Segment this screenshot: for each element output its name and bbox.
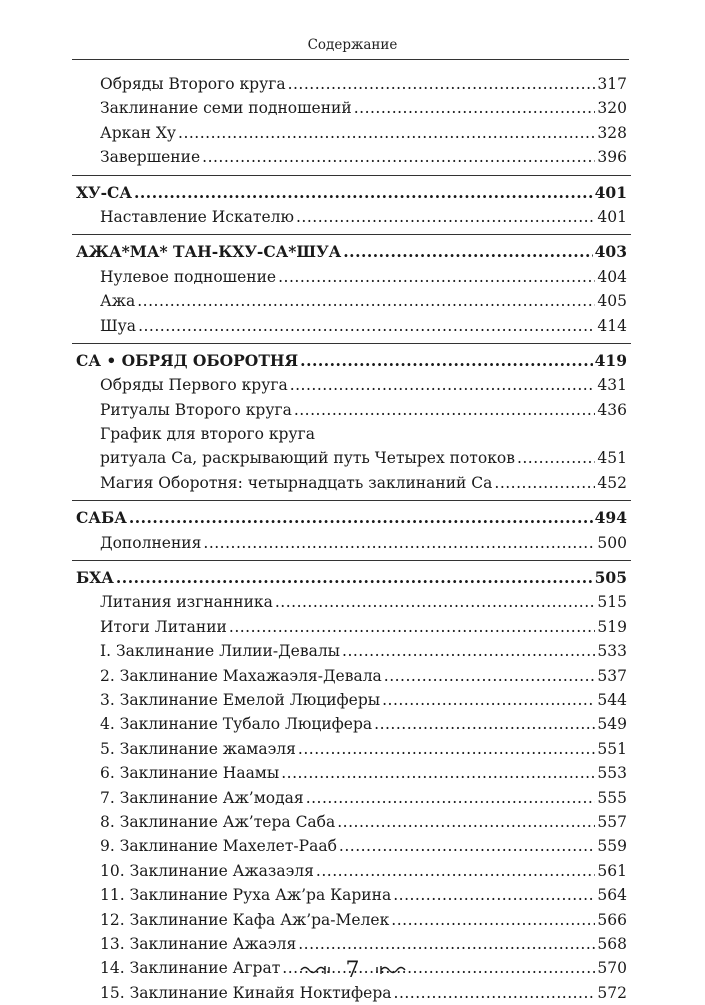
entry-title: 9. Заклинание Махелет-Рааб <box>100 837 337 856</box>
toc-entry[interactable] <box>76 398 627 422</box>
toc-entry[interactable] <box>76 446 627 470</box>
dot-leader <box>494 471 595 495</box>
entry-page: 537 <box>597 666 627 685</box>
dot-leader <box>339 834 595 858</box>
section-page: 403 <box>594 242 627 262</box>
entry-title: 10. Заклинание Ажазаэля <box>100 861 314 880</box>
entry-page: 557 <box>597 812 627 831</box>
entry-title: 4. Заклинание Тубало Люцифера <box>100 715 373 734</box>
entry-page: 555 <box>597 788 627 807</box>
entry-page: 549 <box>597 715 627 734</box>
toc-entry[interactable] <box>76 145 627 169</box>
entry-title: Шуа <box>100 316 137 335</box>
toc-entry[interactable] <box>76 531 627 555</box>
entry-page: 500 <box>597 533 627 552</box>
page-number: 7 <box>345 957 360 983</box>
entry-page: 401 <box>597 207 627 226</box>
entry-page: 317 <box>597 75 627 93</box>
entry-title: Обряды Второго круга <box>100 75 286 93</box>
entry-title: Наставление Искателю <box>100 207 294 226</box>
toc-entry-continued <box>76 422 627 446</box>
toc-entry[interactable] <box>76 810 627 834</box>
entry-page: 544 <box>597 690 627 709</box>
dot-leader <box>393 883 595 907</box>
toc-entry[interactable] <box>76 664 627 688</box>
toc-entry[interactable] <box>76 712 627 736</box>
section-divider <box>72 560 631 561</box>
entry-title: 7. Заклинание Аж’модая <box>100 788 304 807</box>
toc-entry[interactable] <box>76 761 627 785</box>
entry-page: 414 <box>597 316 627 335</box>
section-title: ХУ-СА <box>76 182 132 202</box>
entry-page: 559 <box>597 837 627 856</box>
section-page: 505 <box>594 568 627 588</box>
entry-title: 3. Заклинание Емелой Люциферы <box>100 690 381 709</box>
toc-entry[interactable] <box>76 96 627 120</box>
entry-title: 2. Заклинание Махажаэля-Девала <box>100 666 382 685</box>
dot-leader <box>288 72 596 96</box>
section-page: 419 <box>594 350 627 370</box>
dot-leader <box>391 908 595 932</box>
dot-leader <box>354 96 596 120</box>
entry-page: 328 <box>597 123 627 142</box>
toc-entry[interactable] <box>76 834 627 858</box>
entry-title: 14. Заклинание Аграт <box>100 959 281 978</box>
entry-page: 431 <box>597 376 627 395</box>
dot-leader <box>278 265 595 289</box>
entry-page: 572 <box>597 983 627 1002</box>
entry-page: 568 <box>597 934 627 953</box>
toc-entry[interactable] <box>76 72 627 96</box>
toc-entry[interactable] <box>76 471 627 495</box>
entry-page: 561 <box>597 861 627 880</box>
toc-entry[interactable] <box>76 590 627 614</box>
entry-page: 320 <box>597 99 627 118</box>
entry-title: I. Заклинание Лилии-Девалы <box>100 642 341 661</box>
entry-title: Дополнения <box>100 533 202 552</box>
toc-entry[interactable] <box>76 737 627 761</box>
entry-title: ритуала Са, раскрывающий путь Четырех потоков <box>100 449 515 468</box>
entry-title: График для второго круга <box>100 425 315 444</box>
toc-entry[interactable] <box>76 373 627 397</box>
section-divider <box>72 500 631 501</box>
dot-leader <box>296 205 595 229</box>
entry-page: 405 <box>597 292 627 311</box>
dot-leader <box>229 615 596 639</box>
toc-entry[interactable] <box>76 688 627 712</box>
entry-page: 553 <box>597 764 627 783</box>
entry-title: 12. Заклинание Кафа Аж’ра-Мелек <box>100 910 390 929</box>
toc-entry[interactable] <box>76 981 627 1005</box>
section-title: САБА <box>76 508 127 528</box>
entry-page: 452 <box>597 473 627 492</box>
toc-entry[interactable] <box>76 883 627 907</box>
toc-entry[interactable] <box>76 205 627 229</box>
right-ornament-icon <box>373 958 407 983</box>
header-rule <box>72 59 629 60</box>
entry-title: Итоги Литании <box>100 617 227 636</box>
toc-entry[interactable] <box>76 265 627 289</box>
dot-leader <box>384 664 596 688</box>
entry-page: 396 <box>597 148 627 167</box>
entry-page: 404 <box>597 267 627 286</box>
toc-entry[interactable] <box>76 908 627 932</box>
entry-title: Магия Оборотня: четырнадцать заклинаний Са <box>100 473 493 492</box>
section-divider <box>72 234 631 235</box>
dot-leader <box>382 688 595 712</box>
dot-leader <box>202 145 595 169</box>
toc-entry[interactable] <box>76 859 627 883</box>
entry-title: Ритуалы Второго круга <box>100 400 292 419</box>
entry-title: Нулевое подношение <box>100 267 277 286</box>
dot-leader <box>374 712 595 736</box>
dot-leader <box>138 314 595 338</box>
dot-leader <box>342 639 595 663</box>
entry-title: Ажа <box>100 292 136 311</box>
section-title: СА • ОБРЯД ОБОРОТНЯ <box>76 350 299 370</box>
entry-title: 6. Заклинание Наамы <box>100 764 280 783</box>
running-head: Содержание <box>307 37 398 53</box>
dot-leader <box>337 810 595 834</box>
entry-title: Заклинание семи подношений <box>100 99 352 118</box>
entry-page: 570 <box>597 959 627 978</box>
toc-entry[interactable] <box>76 314 627 338</box>
entry-page: 515 <box>597 593 627 612</box>
entry-title: 11. Заклинание Руха Аж’ра Карина <box>100 886 392 905</box>
toc-section-heading[interactable] <box>76 240 627 264</box>
section-title: БХА <box>76 568 114 588</box>
dot-leader <box>116 566 593 590</box>
entry-page: 566 <box>597 910 627 929</box>
entry-page: 533 <box>597 642 627 661</box>
entry-page: 519 <box>597 617 627 636</box>
dot-leader <box>178 121 595 145</box>
entry-title: 13. Заклинание Ажаэля <box>100 934 297 953</box>
dot-leader <box>298 737 595 761</box>
dot-leader <box>294 398 596 422</box>
dot-leader <box>290 373 596 397</box>
toc-section-heading[interactable] <box>76 349 627 373</box>
toc-entry[interactable] <box>76 121 627 145</box>
dot-leader <box>306 786 596 810</box>
dot-leader <box>203 531 595 555</box>
dot-leader <box>300 349 592 373</box>
dot-leader <box>316 859 595 883</box>
toc-entry[interactable] <box>76 615 627 639</box>
entry-title: Завершение <box>100 148 201 167</box>
dot-leader <box>343 240 592 264</box>
dot-leader <box>137 289 595 313</box>
left-ornament-icon <box>299 958 333 983</box>
toc-section-heading[interactable] <box>76 181 627 205</box>
toc-entry[interactable] <box>76 639 627 663</box>
section-page: 401 <box>594 182 627 202</box>
entry-title: 8. Заклинание Аж’тера Саба <box>100 812 336 831</box>
toc-section-heading[interactable] <box>76 566 627 590</box>
entry-title: Аркан Ху <box>100 123 177 142</box>
section-divider <box>72 175 631 176</box>
dot-leader <box>129 506 593 530</box>
toc-entry[interactable] <box>76 289 627 313</box>
dot-leader <box>281 761 595 785</box>
dot-leader <box>394 981 596 1005</box>
entry-title: Обряды Первого круга <box>100 376 288 395</box>
dot-leader <box>517 446 595 470</box>
dot-leader <box>298 932 595 956</box>
entry-title: 15. Заклинание Кинайя Ноктифера <box>100 983 392 1002</box>
entry-page: 551 <box>597 739 627 758</box>
table-of-contents <box>76 72 627 1005</box>
page-footer <box>0 957 705 983</box>
entry-page: 451 <box>597 449 627 468</box>
toc-section-heading[interactable] <box>76 506 627 530</box>
dot-leader <box>134 181 593 205</box>
entry-title: Литания изгнанника <box>100 593 273 612</box>
toc-entry[interactable] <box>76 932 627 956</box>
entry-page: 436 <box>597 400 627 419</box>
section-divider <box>72 343 631 344</box>
entry-page: 564 <box>597 886 627 905</box>
toc-entry[interactable] <box>76 786 627 810</box>
entry-title: 5. Заклинание жамаэля <box>100 739 296 758</box>
section-title: АЖА*МА* ТАН-КХУ-СА*ШУА <box>76 242 342 262</box>
section-page: 494 <box>594 508 627 528</box>
dot-leader <box>275 590 596 614</box>
